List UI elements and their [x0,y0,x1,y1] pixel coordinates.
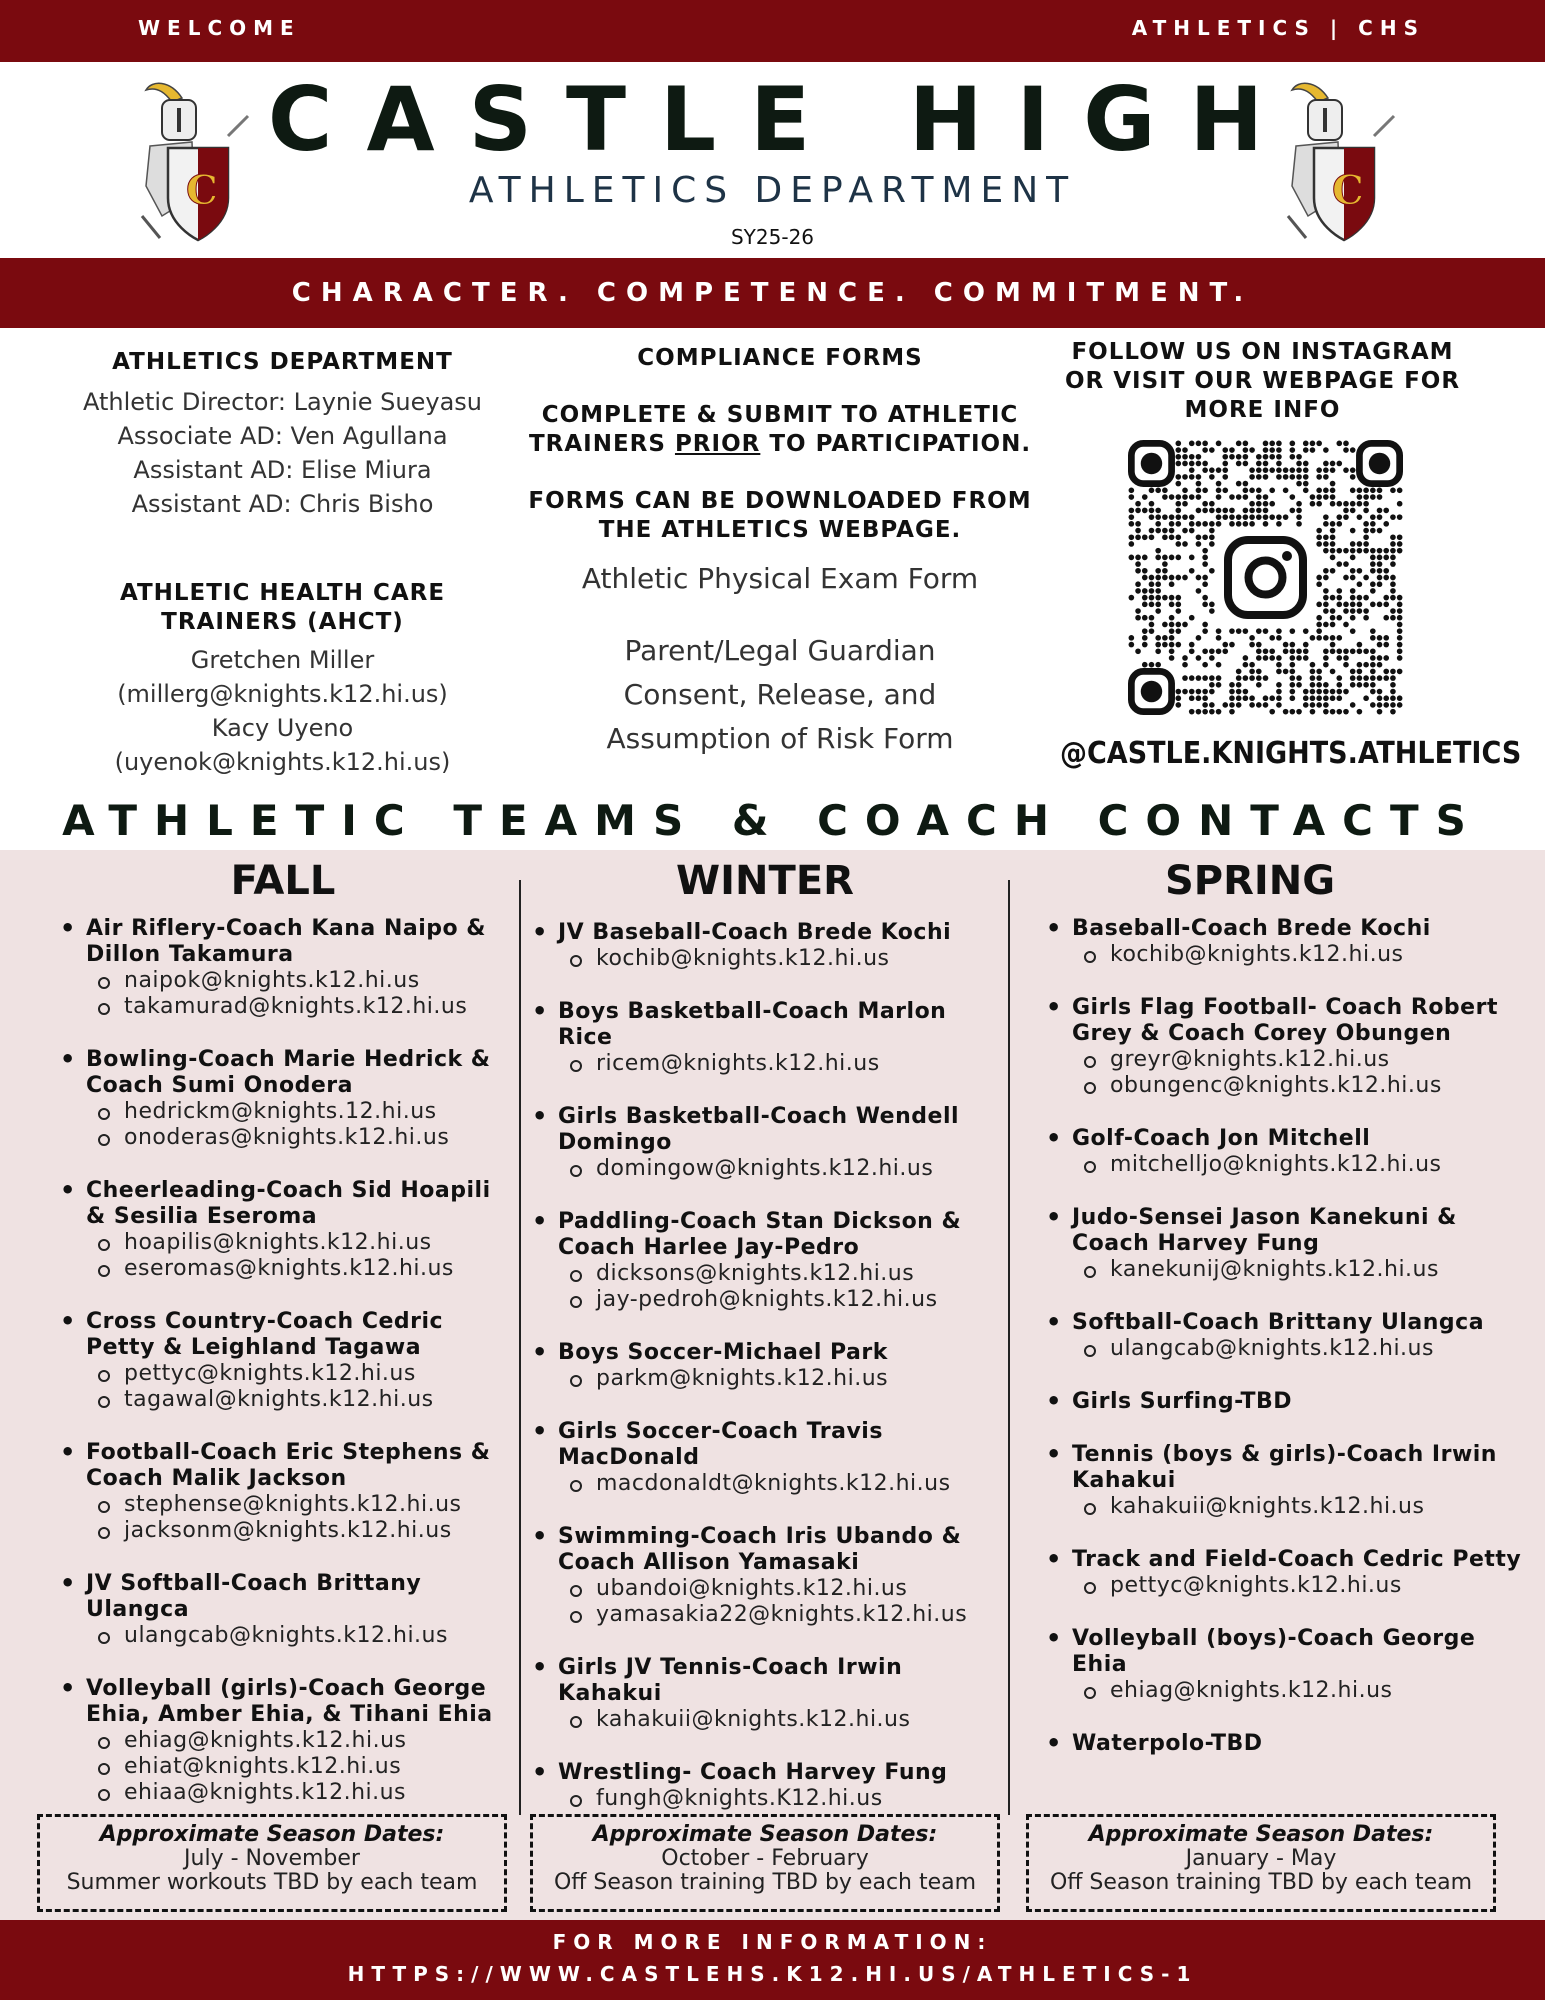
team-name-line: Kahakui [1072,1468,1176,1493]
qr-code-icon[interactable] [1128,440,1403,715]
footer-url-link[interactable]: HTTPS://WWW.CASTLEHS.K12.HI.US/ATHLETICS-1 [347,1962,1198,1986]
coach-email-link[interactable]: jay-pedroh@knights.k12.hi.us [526,1287,1006,1313]
team-name [526,999,1006,1051]
consent-form-link[interactable]: Parent/Legal Guardian Consent, Release, and Assumption of Risk Form [606,634,954,755]
team-item [1040,916,1530,968]
compliance-heading: COMPLIANCE FORMS [637,345,923,371]
winter-team-list [526,920,1006,1839]
team-name-line: • Baseball-Coach Brede Kochi [1072,916,1431,941]
team-name [54,1178,514,1230]
coach-email-link[interactable]: eseromas@knights.k12.hi.us [54,1256,514,1282]
team-name [54,1047,514,1099]
page-subtitle: ATHLETICS DEPARTMENT [468,170,1077,211]
team-name-line: • Bowling-Coach Marie Hedrick & [86,1047,491,1072]
team-item [54,1178,514,1282]
team-item [54,1676,514,1806]
team-name [54,1440,514,1492]
team-name-line: Coach Harlee Jay-Pedro [558,1235,860,1260]
team-name-line: • Volleyball (boys)-Coach George [1072,1626,1476,1651]
coach-email-link[interactable]: takamurad@knights.k12.hi.us [54,994,514,1020]
trainer-line: Gretchen Miller [190,646,375,674]
coach-email-link[interactable]: ehiag@knights.k12.hi.us [1040,1678,1530,1704]
column-divider [1008,880,1010,1815]
coach-email-link[interactable]: ulangcab@knights.k12.hi.us [54,1623,514,1649]
team-name-line: • Football-Coach Eric Stephens & [86,1440,491,1465]
compliance-text: TRAINERS PRIOR TO PARTICIPATION. [528,431,1032,457]
team-name-line: • Softball-Coach Brittany Ulangca [1072,1310,1485,1335]
staff-line: Assistant AD: Chris Bisho [131,490,434,518]
team-name-line: Dillon Takamura [86,942,294,967]
department-heading: ATHLETICS DEPARTMENT [112,349,453,375]
coach-email-link[interactable]: mitchelljo@knights.k12.hi.us [1040,1152,1530,1178]
team-name-line: Domingo [558,1130,672,1155]
social-heading: MORE INFO [1184,397,1341,423]
teams-title: ATHLETIC TEAMS & COACH CONTACTS [62,796,1483,845]
team-item [54,916,514,1020]
coach-email-link[interactable]: ehiat@knights.k12.hi.us [54,1754,514,1780]
coach-email-link[interactable]: onoderas@knights.k12.hi.us [54,1125,514,1151]
footer-banner [0,1920,1545,2000]
team-item [1040,1310,1530,1362]
top-banner [0,0,1545,62]
team-item [526,1760,1006,1812]
coach-email-link[interactable]: kahakuii@knights.k12.hi.us [526,1707,1006,1733]
coach-email-link[interactable]: ehiag@knights.k12.hi.us [54,1728,514,1754]
team-name-line: Coach Malik Jackson [86,1466,347,1491]
coach-email-link[interactable]: fungh@knights.K12.hi.us [526,1786,1006,1812]
team-name-line: • Air Riflery-Coach Kana Naipo & [86,916,486,941]
team-item [54,1309,514,1413]
team-item [526,1104,1006,1182]
column-divider [519,880,521,1815]
team-name [526,1209,1006,1261]
team-name-line: • Girls Flag Football- Coach Robert [1072,995,1498,1020]
coach-email-link[interactable]: ricem@knights.k12.hi.us [526,1051,1006,1077]
team-item [526,1419,1006,1497]
team-name [54,1571,514,1623]
team-name [1040,1126,1530,1152]
team-name-line: • Cheerleading-Coach Sid Hoapili [86,1178,491,1203]
team-name-line: • JV Baseball-Coach Brede Kochi [558,920,952,945]
fall-season-dates: Approximate Season Dates: July - November Summer workouts TBD by each team [37,1814,507,1912]
team-name-line: • Boys Basketball-Coach Marlon Rice [558,999,947,1050]
team-name-line: Petty & Leighland Tagawa [86,1335,422,1360]
coach-email-link[interactable]: greyr@knights.k12.hi.us [1040,1047,1530,1073]
season-heading-fall: FALL [230,858,336,904]
coach-email-link[interactable]: pettyc@knights.k12.hi.us [1040,1573,1530,1599]
team-name-line: • Tennis (boys & girls)-Coach Irwin [1072,1442,1497,1467]
coach-email-link[interactable]: kahakuii@knights.k12.hi.us [1040,1494,1530,1520]
team-item [1040,1126,1530,1178]
welcome-label: WELCOME [138,16,301,40]
staff-line: Associate AD: Ven Agullana [117,422,448,450]
spring-team-list [1040,916,1530,1784]
team-item [526,999,1006,1077]
coach-email-link[interactable]: naipok@knights.k12.hi.us [54,968,514,994]
team-name [1040,995,1530,1047]
trainers-heading: ATHLETIC HEALTH CARE TRAINERS (AHCT) [119,580,446,635]
team-name [54,1309,514,1361]
team-name [1040,1205,1530,1257]
team-name-line: • Girls Surfing-TBD [1072,1389,1293,1414]
team-item [526,920,1006,972]
team-name-line: • Girls Soccer-Coach Travis [558,1419,883,1444]
team-name-line: • Wrestling- Coach Harvey Fung [558,1760,948,1785]
team-name [1040,916,1530,942]
winter-season-dates: Approximate Season Dates: October - February Off Season training TBD by each team [530,1814,1000,1912]
staff-line: Athletic Director: Laynie Sueyasu [82,388,483,416]
social-column [1060,338,1465,425]
team-name-line: • Judo-Sensei Jason Kanekuni & [1072,1205,1457,1230]
page-title: CASTLE HIGH [267,68,1298,171]
coach-email-link[interactable]: obungenc@knights.k12.hi.us [1040,1073,1530,1099]
team-name [526,920,1006,946]
compliance-column [520,344,1040,761]
coach-email-link[interactable]: dicksons@knights.k12.hi.us [526,1261,1006,1287]
team-item [526,1524,1006,1628]
coach-email-link[interactable]: parkm@knights.k12.hi.us [526,1366,1006,1392]
team-name-line: Coach Sumi Onodera [86,1073,353,1098]
physical-exam-form-link[interactable]: Athletic Physical Exam Form [581,562,979,595]
trainer-line: Kacy Uyeno [211,714,354,742]
coach-email-link[interactable]: kanekunij@knights.k12.hi.us [1040,1257,1530,1283]
team-name-line: Coach Harvey Fung [1072,1231,1320,1256]
fall-team-list [54,916,514,1833]
compliance-text: COMPLETE & SUBMIT TO ATHLETIC [541,402,1019,428]
coach-email-link[interactable]: ulangcab@knights.k12.hi.us [1040,1336,1530,1362]
team-name-line: • Golf-Coach Jon Mitchell [1072,1126,1371,1151]
team-item [1040,1442,1530,1520]
team-name-line: • Cross Country-Coach Cedric [86,1309,444,1334]
spring-season-dates: Approximate Season Dates: January - May Off Season training TBD by each team [1026,1814,1496,1912]
coach-email-link[interactable]: hoapilis@knights.k12.hi.us [54,1230,514,1256]
instagram-handle[interactable]: @CASTLE.KNIGHTS.ATHLETICS [1060,736,1522,771]
department-column [80,348,485,779]
team-name-line: • Girls Basketball-Coach Wendell [558,1104,960,1129]
coach-email-link[interactable]: tagawal@knights.k12.hi.us [54,1387,514,1413]
coach-email-link[interactable]: kochib@knights.k12.hi.us [1040,942,1530,968]
coach-email-link[interactable]: stephense@knights.k12.hi.us [54,1492,514,1518]
coach-email-link[interactable]: hedrickm@knights.12.hi.us [54,1099,514,1125]
compliance-text: THE ATHLETICS WEBPAGE. [598,517,962,543]
team-name-line: Grey & Coach Corey Obungen [1072,1021,1452,1046]
team-item [1040,1731,1530,1757]
team-name [54,1676,514,1728]
team-name-line: • Track and Field-Coach Cedric Petty [1072,1547,1522,1572]
athletics-chs-label: ATHLETICS | CHS [1131,16,1425,40]
team-name [1040,1626,1530,1678]
team-name-line: Ulangca [86,1597,190,1622]
team-name-line: • Volleyball (girls)-Coach George [86,1676,487,1701]
team-name [54,916,514,968]
team-name [1040,1442,1530,1494]
team-item [526,1340,1006,1392]
coach-email-link[interactable]: kochib@knights.k12.hi.us [526,946,1006,972]
motto-banner: CHARACTER. COMPETENCE. COMMITMENT. [0,258,1545,328]
svg-text:C: C [186,167,218,214]
team-item [1040,995,1530,1099]
team-name [526,1104,1006,1156]
season-heading-winter: WINTER [676,858,854,904]
coach-email-link[interactable]: ehiaa@knights.k12.hi.us [54,1780,514,1806]
trainer-line[interactable]: (millerg@knights.k12.hi.us) [117,680,448,708]
team-item [54,1047,514,1151]
team-item [54,1571,514,1649]
season-heading-spring: SPRING [1164,858,1336,904]
coach-email-link[interactable]: yamasakia22@knights.k12.hi.us [526,1602,1006,1628]
team-name [526,1419,1006,1471]
staff-line: Assistant AD: Elise Miura [133,456,432,484]
team-name [526,1524,1006,1576]
team-name-line: • Boys Soccer-Michael Park [558,1340,888,1365]
team-name [526,1655,1006,1707]
team-name [1040,1310,1530,1336]
social-heading: FOLLOW US ON INSTAGRAM [1071,339,1454,365]
team-name [1040,1389,1530,1415]
coach-email-link[interactable]: domingow@knights.k12.hi.us [526,1156,1006,1182]
compliance-text: FORMS CAN BE DOWNLOADED FROM [528,488,1032,514]
coach-email-link[interactable]: jacksonm@knights.k12.hi.us [54,1518,514,1544]
team-item [1040,1389,1530,1415]
coach-email-link[interactable]: pettyc@knights.k12.hi.us [54,1361,514,1387]
team-item [54,1440,514,1544]
footer-label: FOR MORE INFORMATION: [552,1930,993,1954]
team-name-line: • Waterpolo-TBD [1072,1731,1263,1756]
trainer-line[interactable]: (uyenok@knights.k12.hi.us) [114,748,451,776]
team-name [526,1760,1006,1786]
coach-email-link[interactable]: ubandoi@knights.k12.hi.us [526,1576,1006,1602]
team-name [1040,1731,1530,1757]
team-name-line: Coach Allison Yamasaki [558,1550,860,1575]
team-name [526,1340,1006,1366]
team-item [1040,1205,1530,1283]
instagram-icon [1228,540,1303,615]
coach-email-link[interactable]: macdonaldt@knights.k12.hi.us [526,1471,1006,1497]
social-heading: OR VISIT OUR WEBPAGE FOR [1064,368,1461,394]
team-name-line: • JV Softball-Coach Brittany [86,1571,422,1596]
team-name-line: MacDonald [558,1445,700,1470]
team-item [526,1655,1006,1733]
team-name [1040,1547,1530,1573]
team-name-line: • Paddling-Coach Stan Dickson & [558,1209,962,1234]
school-year: SY25-26 [730,225,815,249]
svg-text:C: C [1332,167,1364,214]
team-item [1040,1626,1530,1704]
team-item [526,1209,1006,1313]
team-item [1040,1547,1530,1599]
team-name-line: Ehia, Amber Ehia, & Tihani Ehia [86,1702,493,1727]
team-name-line: & Sesilia Eseroma [86,1204,318,1229]
team-name-line: • Swimming-Coach Iris Ubando & [558,1524,962,1549]
team-name-line: • Girls JV Tennis-Coach Irwin Kahakui [558,1655,903,1706]
team-name-line: Ehia [1072,1652,1128,1677]
